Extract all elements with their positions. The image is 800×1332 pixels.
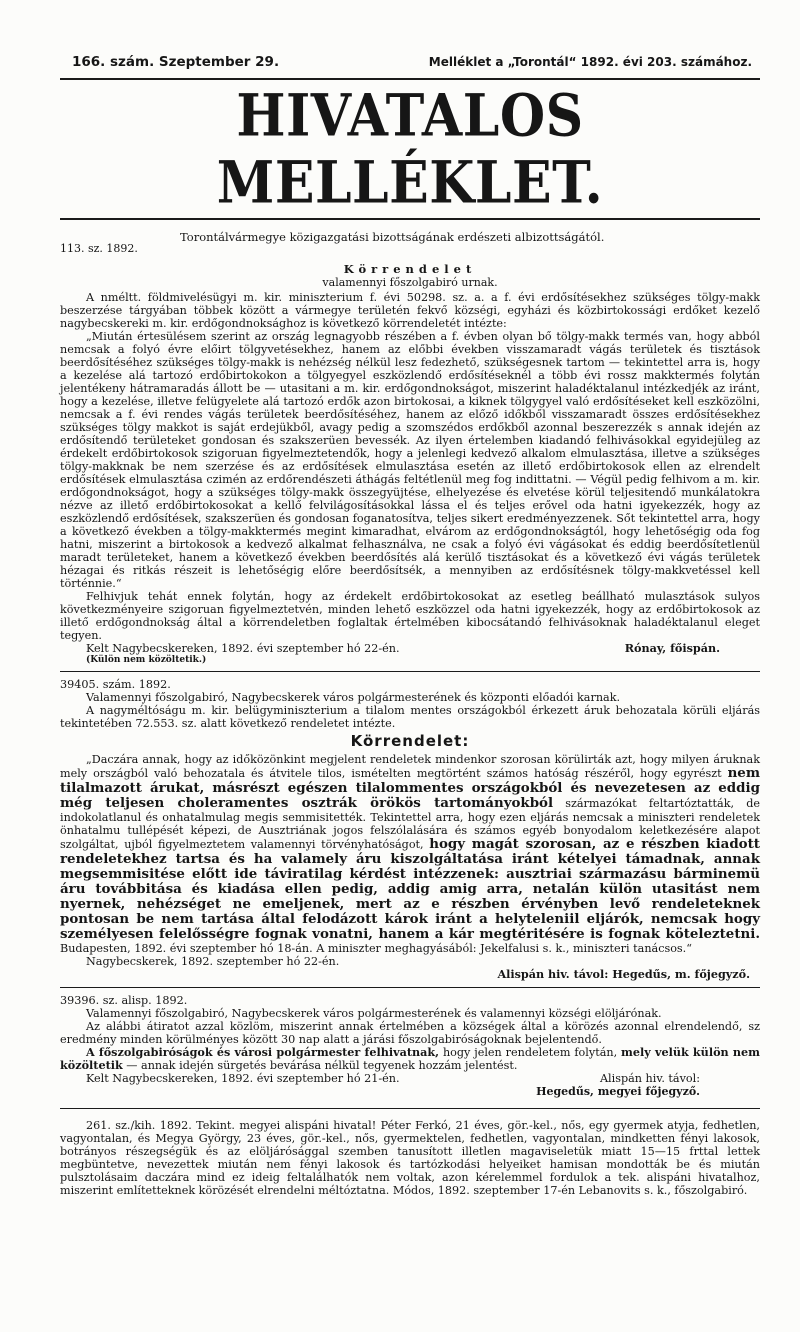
decree-signature-line2: Hegedűs, megyei főjegyző.: [536, 1085, 700, 1098]
emphasis: A főszolgabiróságok és városi polgármester felhivatnak,: [86, 1045, 440, 1059]
decree-date: Nagybecskerek, 1892. szeptember hó 22-én.: [86, 955, 340, 968]
decree-note: (Külön nem közöltetik.): [86, 655, 207, 665]
decree-addressee: Valamennyi főszolgabiró, Nagybecskerek város polgármesterének és központi előadói karnak.: [86, 691, 621, 704]
decree-date: Kelt Nagybecskereken, 1892. évi szeptember hó 22-én.: [86, 642, 400, 655]
page-title: HIVATALOS MELLÉKLET.: [216, 81, 604, 218]
decree-signature-line1: Alispán hiv. távol:: [599, 1072, 700, 1085]
report-261: [60, 1119, 760, 1197]
decree-113: [60, 226, 760, 665]
decree-header: [60, 226, 760, 260]
paragraph: 261. sz./kih. 1892. Tekint. megyei alispáni hivatal! Péter Ferkó, 21 éves, gör.-kel., nős, egy gyermek atyja, fedhetlen, vagyontalan, és Megya György, 23 éves, gör.-kel., nős, gyermektelen, fedhetlen, vagyontalan, mindketten fényi lakosok, botrányos részegségük és az elöljárósággal szemben tanusított illetlen magaviseletük miatt 15—15 frttal lettek megbüntetve, nevezettek miután nem fényi lakosok és tartózkodási helyeiket hamisan mondották be és miután pulsztolásaim daczára mind ez ideig feltalálhatók nem voltak, azon kérelemmel fordulok a tek. alispáni hivatalhoz, miszerint említetteknek körözését elrendelni méltóztatna. Módos, 1892. szeptember 17-én Lebanovits s. k., főszolgabiró.: [60, 1119, 760, 1197]
paragraph: Az alábbi átiratot azzal közlöm, miszerint annak értelmében a községek által a körözés azonnal elrendelendő, sz eredmény minden körülményes között 30 nap alatt a járási főszolgabiróságoknak bejelentendő.: [60, 1020, 760, 1046]
decree-number: 39396. sz. alisp. 1892.: [60, 994, 188, 1007]
decree-footer: [60, 642, 760, 655]
decree-39405: [60, 678, 760, 981]
decree-footer: [60, 1072, 760, 1085]
decree-heading: Körrendelet: [343, 262, 477, 276]
decree-signature: Rónay, főispán.: [624, 641, 720, 655]
decree-number: 39405. szám. 1892.: [60, 678, 171, 691]
decree-intro: A nagyméltóságu m. kir. belügyminiszterium a tilalom mentes országokból érkezett áruk behozatala körüli eljárás tekintetében 72.553. sz. alatt következő rendeletet intézte.: [60, 704, 760, 730]
decree-39396: [60, 994, 760, 1098]
issue-number: 166. szám. Szeptember 29.: [72, 54, 280, 70]
paragraph: [60, 753, 760, 955]
decree-number: 113. sz. 1892.: [60, 242, 138, 255]
title-rule: [60, 218, 760, 220]
paragraph: A nméltt. földmivelésügyi m. kir. miniszterium f. évi 50298. sz. a. a f. évi erdősítésekhez szükséges tölgy-makk beszerzése tárgyában többek között a vármegye területén fekvő községi, egyházi és közbirtokossági erdőket kezelő nagybecskereki m. kir. erdőgondnoksághoz is következő körrendeletét intézte:: [60, 291, 760, 330]
decree-addressee: valamennyi főszolgabiró urnak.: [322, 276, 498, 289]
text-run: hogy jelen rendeletem folytán,: [442, 1046, 618, 1059]
paragraph: Felhivjuk tehát ennek folytán, hogy az érdekelt erdőbirtokosokat az esetleg beállható mulasztások sulyos következményeire szigoruan figyelmeztetvén, minden lehető eszközzel oda hatni igyekezzék, hogy az erdőbirtokosok az illető erdőgondnokság által a körrendeletben foglaltak értelmében kibocsátandó felhivásoknak haladéktalanul eleget tegyen.: [60, 590, 760, 642]
paragraph: „Miután értesülésem szerint az ország legnagyobb részében a f. évben olyan bő tölgy-makk termés van, hogy abból nemcsak a folyó évre előirt tölgyvetésekhez, hanem az előbbi években visszamaradt vágás területek és tisztások beerdősítéséhez szükséges tölgy-makk is nehézség nélkül lesz fedezhető, szükségesnek tartom — tekintettel arra is, hogy a kezelése alá tartozó erdőbirtokokon a tölgyegyel eszközlendő erdősítéseknél a több évi rossz makktermés folytán jelentékeny hátramaradás állott be — utasitani a m. kir. erdőgondnokságot, miszerint haladéktalanul intézkedjék az iránt, hogy a kezelése, illetve felügyelete alá tartozó erdők azon birtokosai, a kiknek tölgygyel való erdősítéseket kell eszközölni, nemcsak a f. évi rendes vágás területek beerdősítéséhez, hanem az előző időkből visszamaradt összes erdősítésekhez szükséges tölgy makkot is saját erdejükből, avagy pedig a szomszédos erdőkből azonnal beszerezzék s annak idején az erdősítendő területeket gondosan és szakszerüen bevessék. Az ilyen értelemben kiadandó felhivásokkal egyidejüleg az érdekelt erdőbirtokosok szigoruan figyelmeztetendők, hogy a jelenlegi kedvező alkalom elmulasztása, illetve a szükséges tölgy-makknak be nem szerzése és az erdősítések elmulasztása esetén az illető erdőbirtokosok ellen az elrendelt erdősítések elmulasztása czimén az erdőrendészeti áthágás feltétlenül meg fog indittatni. — Végül pedig felhivom a m. kir. erdőgondnokságot, hogy a szükséges tölgy-makk összegyüjtése, elhelyezése és elvetése körül teljesitendő munkálatokra nézve az illető erdőbirtokosokat a kellő felvilágosításokkal lássa el és teljes erővel oda hatni igyekezzék, hogy az eszközlendő erdősítések, szakszerüen és gondosan foganatosítva, teljes sikert eredményezzenek. Sőt tekintettel arra, hogy a következő években a tölgy-makktermés megint kimaradhat, elvárom az erdőgondnokságtól, hogy lehetőségig oda fog hatni, miszerint a birtokosok a kedvező alkalmat felhasználva, ne csak a folyó évi vágásokat és eddig beerdősítetlenül maradt területeket, hanem a következő években beerdősítés alá kerülő tisztásokat és a következő évi vágás területek hézagai és ritkás részeit is lehetőségig előre beerdősítsék, a mennyiben az erdősítésnek tölgy-makkvetéssel kell történnie.“: [60, 330, 760, 590]
supplement-info: Melléklet a „Torontál“ 1892. évi 203. számához.: [428, 55, 752, 69]
decree-heading: Körrendelet:: [350, 732, 470, 750]
section-divider: [60, 1108, 760, 1109]
emphasis: nem tilalmazott árukat, másrészt egészen tilalommentes országokból és nevezetesen az eddig még teljesen choleramentes osztrák örökös tartományokból: [60, 765, 760, 811]
section-divider: [60, 671, 760, 672]
newspaper-page: [0, 50, 800, 1332]
decree-signature: Alispán hiv. távol: Hegedűs, m. főjegyző.: [497, 967, 750, 981]
text-run: — annak idején sürgetés bevárása nélkül tegyenek hozzám jelentést.: [126, 1059, 518, 1072]
text-run: „Daczára annak, hogy az időközönkint megjelent rendeletek mindenkor szorosan körülirták azt, hogy milyen áruknak mely országból való behozatala és átvitele tilos, ismételten megtörtént számos hatóság részéről, hogy egyrészt: [60, 753, 760, 780]
masthead-rule: [60, 78, 760, 80]
section-divider: [60, 987, 760, 988]
text-run: Budapesten, 1892. évi szeptember hó 18-án. A miniszter meghagyásából: Jekelfalusi s. k., miniszteri tanácsos.“: [60, 942, 692, 955]
paragraph: [60, 1046, 760, 1072]
decree-date: Kelt Nagybecskereken, 1892. évi szeptember hó 21-én.: [86, 1072, 400, 1085]
emphasis: hogy magát szorosan, az e részben kiadott rendeletekhez tartsa és ha valamely áru kiszolgáltatása iránt kételyei támadnak, annak megsemmisitése előtt ide táviratilag kérdést intézzenek: ausztriai származásu bárminemü áru továbbitása és kiadása ellen pedig, addig amig arra, netalán külön utasitást nem nyernek, nehézséget ne emeljenek, mert az e részben érvényben levő rendeleteknek pontosan be nem tartása által felodázott károk iránt a helyteleniil eljárók, nemcsak hogy személyesen felelősségre fognak vonatni, hanem a kár megtéritésére is fognak köteleztetni.: [60, 836, 760, 942]
decree-addressee: Valamennyi főszolgabiró, Nagybecskerek város polgármesterének és valamennyi községi elöljárónak.: [86, 1007, 662, 1020]
decree-authority: Torontálvármegye közigazgatási bizottságának erdészeti albizottságától.: [180, 230, 605, 244]
text-run: származókat feltartóztatták, de indokolatlanul és onhatalmulag megis semmisitették. Tekintettel arra, hogy ezen eljárás nemcsak a miniszteri rendeletek önhatalmu tullépését képezi, de Ausztriának jogos felszólalására és számos egyéb bonyodalom keletkezésére alapot szolgáltat, ujból figyelmeztetem valamennyi törvényhatóságot,: [60, 797, 760, 851]
masthead: [60, 50, 760, 78]
emphasis: mely velük külön nem közöltetik: [60, 1045, 760, 1072]
